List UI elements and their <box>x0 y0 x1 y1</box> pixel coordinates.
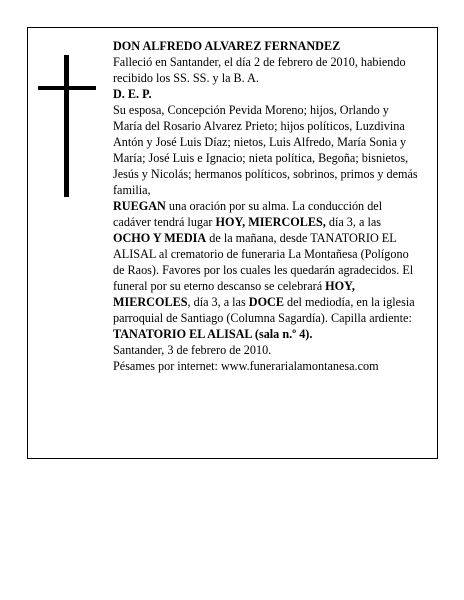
day-highlight-2: HOY, MIERCOLES <box>113 279 355 309</box>
cross-icon <box>64 55 69 197</box>
dep-line: D. E. P. <box>113 87 152 101</box>
cross-icon-bar <box>38 86 96 90</box>
time-highlight-1: OCHO Y MEDIA <box>113 231 207 245</box>
obituary-text <box>113 38 418 374</box>
details-text-4: , día 3, a las <box>187 295 249 309</box>
ruegan: RUEGAN <box>113 199 166 213</box>
date-line: Santander, 3 de febrero de 2010. <box>113 343 272 357</box>
funeral-details <box>113 198 418 342</box>
time-highlight-2: DOCE <box>248 295 284 309</box>
details-text-2: día 3, a las <box>325 215 381 229</box>
deceased-name: DON ALFREDO ALVAREZ FERNANDEZ <box>113 39 341 53</box>
condolences-line: Pésames por internet: www.funerarialamontanesa.com <box>113 359 379 373</box>
family-list: Su esposa, Concepción Pevida Moreno; hijos, Orlando y María del Rosario Alvarez Prieto; hijos políticos, Luzdivina Antón y José Luis Díaz; nietos, Luis Alfredo, María Sonia y María; José Luis e Ignacio; nieta política, Begoña; bisnietos, Jesús y Nicolás; hermanos políticos, sobrinos, primos y demás familia, <box>113 103 418 197</box>
details-text-1: una oración por su alma. La conducción del cadáver tendrá lugar <box>113 199 383 229</box>
details-text-5: del mediodía, en la iglesia parroquial de Santiago (Columna Sagardía). Capilla ardiente: <box>113 295 415 325</box>
death-line: Falleció en Santander, el día 2 de febrero de 2010, habiendo recibido los SS. SS. y la B. A. <box>113 55 406 85</box>
details-text-3: de la mañana, desde TANATORIO EL ALISAL al crematorio de funeraria La Montañesa (Polígono de Raos). Favores por los cuales les quedarán agradecidos. El funeral por su eterno descanso se celebrará <box>113 231 414 293</box>
day-highlight-1: HOY, MIERCOLES, <box>215 215 326 229</box>
chapel-location: TANATORIO EL ALISAL (sala n.º 4). <box>113 327 313 341</box>
